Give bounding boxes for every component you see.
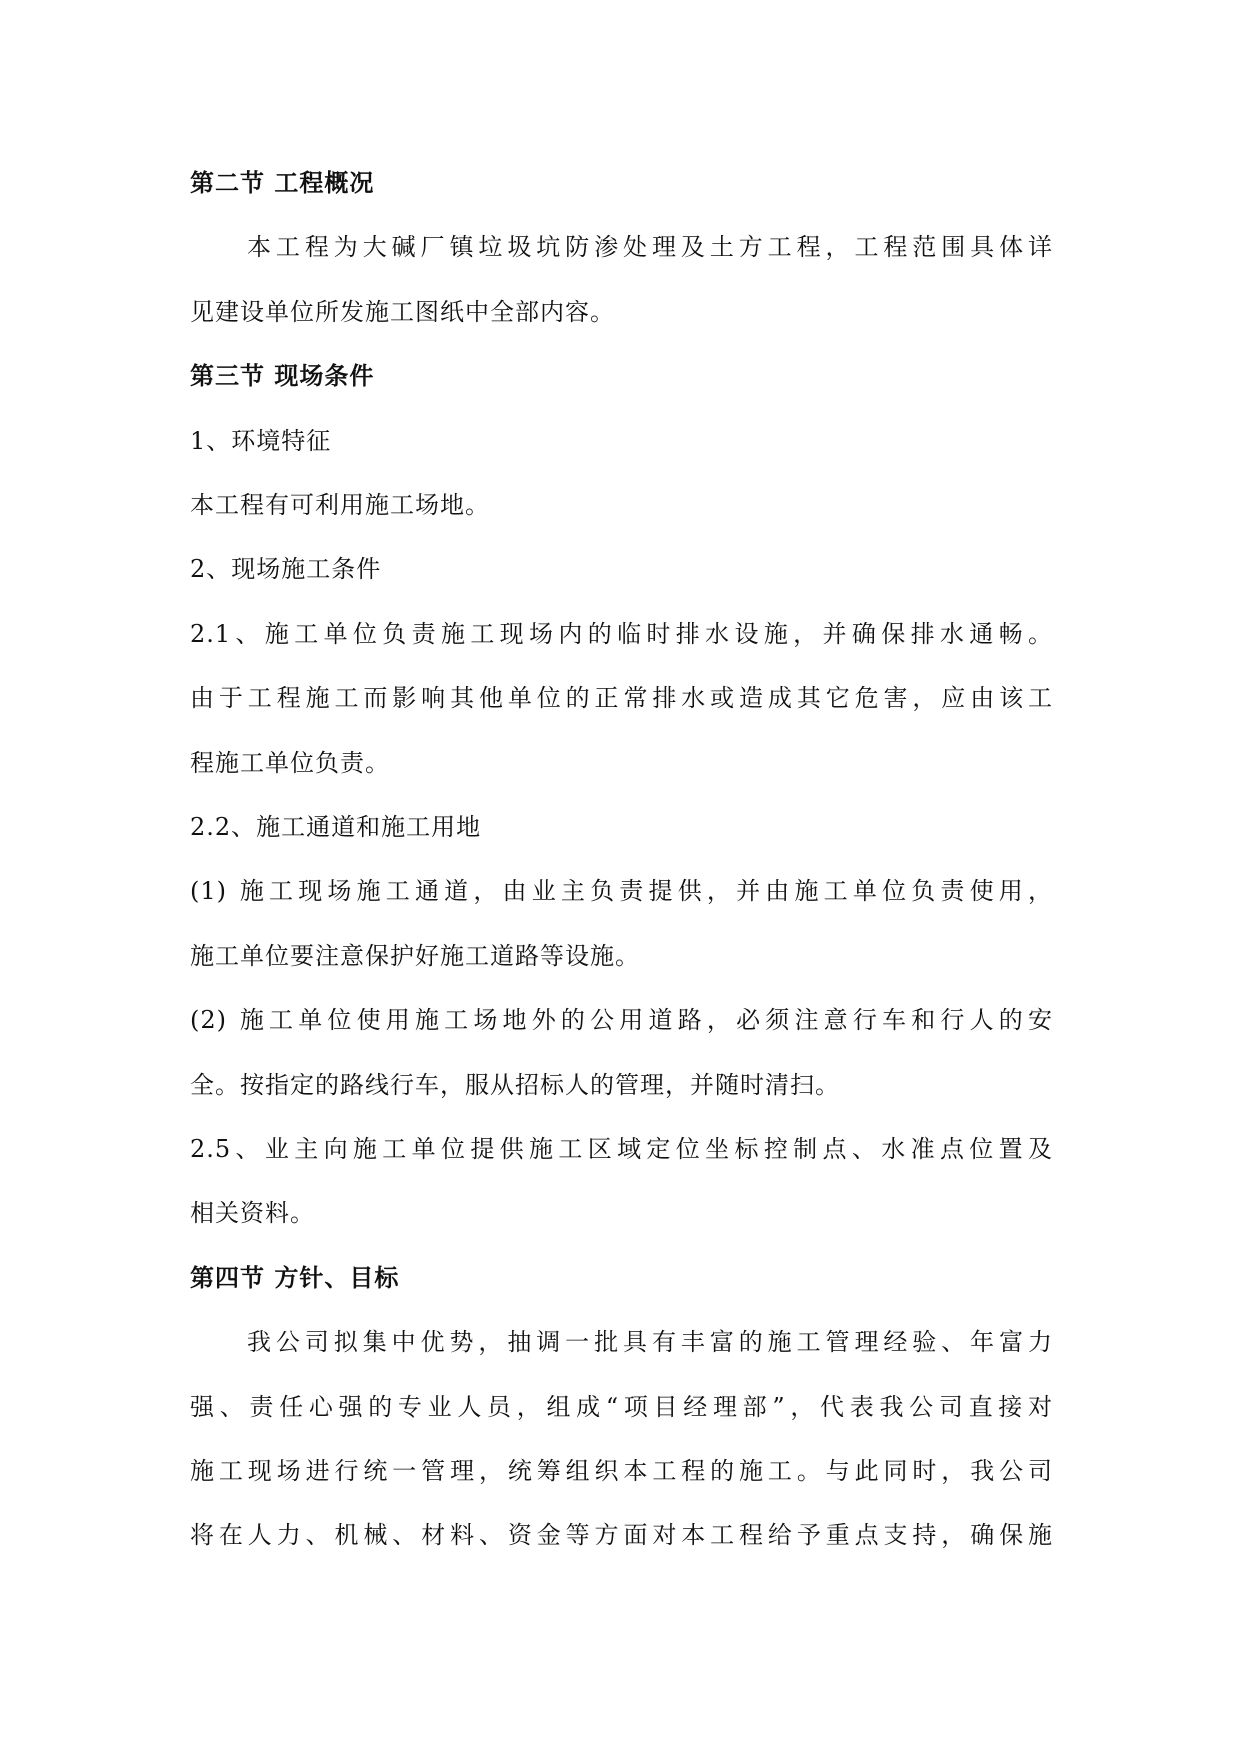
paragraph-line: 我公司拟集中优势，抽调一批具有丰富的施工管理经验、年富力 <box>247 1328 1053 1356</box>
paragraph-line: 全。按指定的路线行车，服从招标人的管理，并随时清扫。 <box>190 1071 840 1099</box>
paragraph-line: 施工单位要注意保护好施工道路等设施。 <box>190 942 640 970</box>
paragraph-line: 施工现场进行统一管理，统筹组织本工程的施工。与此同时，我公司 <box>190 1457 1053 1485</box>
paragraph-line: (2) 施工单位使用施工场地外的公用道路，必须注意行车和行人的安 <box>190 1006 1053 1034</box>
paragraph-line: 相关资料。 <box>190 1199 315 1227</box>
paragraph-line: 2.5、业主向施工单位提供施工区域定位坐标控制点、水准点位置及 <box>190 1135 1053 1163</box>
subheading-environment: 1、环境特征 <box>190 427 332 455</box>
section-heading: 第四节 方针、目标 <box>190 1263 400 1292</box>
subheading-site-conditions: 2、现场施工条件 <box>190 555 382 583</box>
paragraph-line: 本工程有可利用施工场地。 <box>190 491 490 519</box>
paragraph-line: 本工程为大碱厂镇垃圾坑防渗处理及土方工程，工程范围具体详 <box>247 233 1053 261</box>
paragraph-line: (1) 施工现场施工通道，由业主负责提供，并由施工单位负责使用， <box>190 877 1053 905</box>
paragraph-line: 强、责任心强的专业人员，组成“项目经理部”，代表我公司直接对 <box>190 1393 1053 1421</box>
section-heading: 第三节 现场条件 <box>190 361 375 390</box>
paragraph-line: 见建设单位所发施工图纸中全部内容。 <box>190 298 615 326</box>
paragraph-line: 程施工单位负责。 <box>190 749 390 777</box>
paragraph-line: 2.1、施工单位负责施工现场内的临时排水设施，并确保排水通畅。 <box>190 620 1053 648</box>
section-heading: 第二节 工程概况 <box>190 168 375 197</box>
paragraph-line: 将在人力、机械、材料、资金等方面对本工程给予重点支持，确保施 <box>190 1521 1053 1549</box>
subheading-access-roads: 2.2、施工通道和施工用地 <box>190 813 482 841</box>
paragraph-line: 由于工程施工而影响其他单位的正常排水或造成其它危害，应由该工 <box>190 684 1053 712</box>
